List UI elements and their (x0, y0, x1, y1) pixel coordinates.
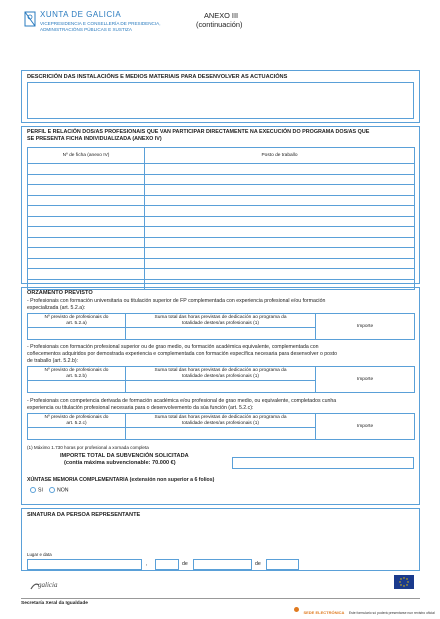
group-b-desc-3: de traballo (art. 5.2.b): (27, 358, 79, 364)
section-profiles-title-2: SE PRESENTA FICHA INDIVIDUALIZADA (ANEXO IV) (27, 136, 162, 142)
profiles-table (27, 147, 415, 290)
footnote: (1) Máximo 1.730 horas por profesional a xornada completa (27, 445, 149, 450)
annex-title: ANEXO III (204, 11, 239, 20)
group-a-col-importe: Importe (316, 314, 415, 340)
memoria-label: XÚNTASE MEMORIA COMPLEMENTARIA (extensión non superior a 6 folios) (27, 477, 215, 483)
table-row (28, 185, 415, 196)
group-c-table (27, 413, 415, 440)
posto-cell[interactable] (145, 258, 415, 269)
ficha-cell[interactable] (28, 227, 145, 238)
xunta-logo (24, 9, 161, 39)
xunta-emblem-icon (24, 11, 36, 27)
ficha-cell[interactable] (28, 237, 145, 248)
total-label-1: IMPORTE TOTAL DA SUBVENCIÓN SOLICITADA (60, 453, 189, 459)
org-name: XUNTA DE GALICIA (40, 10, 122, 19)
section-signature-title: SINATURA DA PERSOA REPRESENTANTE (27, 512, 141, 518)
day-input[interactable] (155, 559, 179, 570)
posto-cell[interactable] (145, 206, 415, 217)
place-input[interactable] (27, 559, 142, 570)
table-row (28, 206, 415, 217)
group-a-col-count: Nº previsto de profesionais do art. 5.2.a) (28, 314, 126, 328)
ficha-cell[interactable] (28, 248, 145, 259)
table-row (28, 258, 415, 269)
group-a-hours-input[interactable] (126, 328, 316, 340)
group-b-desc-1: - Profesionais con formación profesional superior ou de grao medio, ou formación académica equivalente, complementada con (27, 344, 319, 350)
posto-cell[interactable] (145, 164, 415, 175)
section-budget-title: ORZAMENTO PREVISTO (27, 290, 93, 296)
place-date-label: Lugar e data (27, 552, 52, 557)
eu-flag-icon (394, 575, 414, 589)
sede-icon (294, 607, 299, 612)
radio-non[interactable]: NON (49, 487, 69, 494)
comma-separator: , (146, 561, 148, 567)
group-a-desc-1: - Profesionais con formación universitaria ou titulación superior de FP complementada con experiencia profesional e/ou formación (27, 298, 326, 304)
posto-cell[interactable] (145, 227, 415, 238)
group-c-hours-input[interactable] (126, 428, 316, 440)
group-c-col-hours: Suma total das horas previstas de dedicación ao programa da totalidade destes/as profesionais (1) (126, 414, 316, 428)
group-c-col-count: Nº previsto de profesionais do art. 5.2.c) (28, 414, 126, 428)
group-b-col-importe: Importe (316, 367, 415, 393)
group-b-count-input[interactable] (28, 381, 126, 393)
de-label-1: de (182, 561, 188, 567)
posto-cell[interactable] (145, 269, 415, 280)
de-label-2: de (255, 561, 261, 567)
ficha-cell[interactable] (28, 269, 145, 280)
ficha-cell[interactable] (28, 258, 145, 269)
section-installations-title: DESCRICIÓN DAS INSTALACIÓNS E MEDIOS MATERIAIS PARA DESENVOLVER AS ACTUACIÓNS (27, 74, 288, 80)
group-b-col-count: Nº previsto de profesionais do art. 5.2.b) (28, 367, 126, 381)
ficha-cell[interactable] (28, 185, 145, 196)
table-row (28, 269, 415, 280)
section-profiles-title-1: PERFIL E RELACIÓN DOS/AS PROFESIONAIS QUE VAN PARTICIPAR DIRECTAMENTE NA EXECUCIÓN DO PROGRAMA DOS/AS QUE (27, 129, 370, 135)
section-signature (21, 508, 420, 571)
radio-circle-icon[interactable] (30, 487, 36, 493)
group-b-desc-2: coñecementos adquiridos por demostrada experiencia e complementada con formación específica necesaria para desenvolver o posto (27, 351, 337, 357)
table-row (28, 216, 415, 227)
posto-cell[interactable] (145, 237, 415, 248)
footer-divider (21, 598, 420, 599)
group-a-count-input[interactable] (28, 328, 126, 340)
group-b-hours-input[interactable] (126, 381, 316, 393)
table-row (28, 164, 415, 175)
galicia-logo: galicia (30, 580, 70, 594)
section-installations (21, 70, 420, 123)
annex-subtitle: (continuación) (196, 20, 243, 29)
table-row (28, 248, 415, 259)
ficha-cell[interactable] (28, 216, 145, 227)
year-input[interactable] (266, 559, 299, 570)
dept-line-1: VICEPRESIDENCIA E CONSELLERÍA DE PRESIDENCIA, (40, 21, 161, 26)
sede-electronica: SEDE ELECTRÓNICA Este formulario só poderá presentarse nun rexistro oficial (294, 601, 420, 619)
posto-cell[interactable] (145, 216, 415, 227)
posto-cell[interactable] (145, 174, 415, 185)
group-c-col-importe: Importe (316, 414, 415, 440)
table-row (28, 174, 415, 185)
group-b-col-hours: Suma total das horas previstas de dedicación ao programa da totalidade destes/as profesionais (1) (126, 367, 316, 381)
group-b-table (27, 366, 415, 393)
total-label-2: (contía máxima subvencionable: 70.000 €) (64, 460, 176, 466)
group-a-col-hours: Suma total das horas previstas de dedicación ao programa da totalidade destes/as profesionais (1) (126, 314, 316, 328)
section-budget (21, 287, 420, 505)
group-a-table (27, 313, 415, 340)
posto-cell[interactable] (145, 185, 415, 196)
total-amount-input[interactable] (232, 457, 414, 469)
secretaria-label: Secretaría Xeral da Igualdade (21, 601, 88, 606)
table-row (28, 195, 415, 206)
ficha-cell[interactable] (28, 174, 145, 185)
col-header-ficha: Nº de ficha (anexo IV) (28, 148, 145, 164)
table-row (28, 227, 415, 238)
posto-cell[interactable] (145, 248, 415, 259)
col-header-posto: Posto de traballo (145, 148, 415, 164)
radio-si[interactable]: SI (30, 487, 43, 494)
table-row (28, 237, 415, 248)
section-profiles (21, 126, 420, 284)
posto-cell[interactable] (145, 195, 415, 206)
dept-line-2: ADMINISTRACIÓNS PÚBLICAS E XUSTIZA (40, 27, 132, 32)
group-a-desc-2: especializada (art. 5.2.a): (27, 305, 86, 311)
ficha-cell[interactable] (28, 164, 145, 175)
month-input[interactable] (193, 559, 252, 570)
ficha-cell[interactable] (28, 206, 145, 217)
radio-circle-icon[interactable] (49, 487, 55, 493)
group-c-count-input[interactable] (28, 428, 126, 440)
installations-textarea[interactable] (27, 82, 414, 119)
ficha-cell[interactable] (28, 195, 145, 206)
group-c-desc-1: - Profesionais con competencia derivada de formación académica e/ou profesional de grao medio, ou equivalente, completados cunha (27, 398, 337, 404)
group-c-desc-2: experiencia ou titulación profesional necesaria para o desenvolvemento da súa función (art. 5.2.c): (27, 405, 254, 411)
